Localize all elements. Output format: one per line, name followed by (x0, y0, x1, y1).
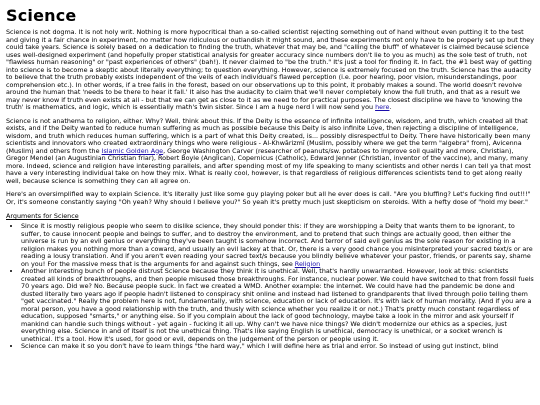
list-item-text: Science can make it so you don't have to learn things "the hard way," which I will define here as trial and error. So instead of using gut instinct, blind (21, 342, 499, 350)
list-item (21, 268, 534, 343)
paragraph-text-rest: , George Washington Carver (researcher of peanuts/sw. potatoes to improve soil quality and more, Christian), Gregor Mendel (an Augustinian Christian friar), Robert Boyle (Anglican), Copernicus (Catholic), Edward Jenner (Christian, inventor of the vaccine), and many, many more. Indeed, science and religion have interesting parallels, and after spending most of my life speaking to many scientists and other nerds I can tell ya that most have a very interesting individual take on how they mix. What is really cool, however, is that regardless of religious differences scientists tend to get along really well, because science is something they can all agree on. (6, 146, 531, 185)
here-link[interactable]: here (375, 103, 390, 111)
list-item-text: Since it is mostly religious people who seem to dislike science, they should ponder this: if they are worshipping a Deity that wants them to be ignorant, to suffer, to cause innocent people and beings to suffer, and to destroy the environment, and to pretend that such things are actually good, then either the universe is run by an evil genius or everything they've been taught is somehow incorrect. And terror of said evil genius as the sole reason for existing in a religion makes you nothing more than a coward, and usually an evil lackey at that. Or, there is a very good chance you misinterpreted your sacred text/s or are reading a lousy translation. And if you aren't even reading your sacred text/s because you blindly believe whatever your pastor, friends, or parents say, shame on you! For the massive mess that is the arguments for and against such things, see (21, 222, 533, 268)
paragraph-text: Science is not dogma. It is not holy writ. Nothing is more hypocritical than a so-called scientist rejecting something out of hand without even putting it to the test and giving it a fair chance in experiment, no matter how ridiculous or outlandish it might sound, and these experiments not only have to be properly set up but they could take years. Science is solely based on a dedication to finding the truth, whatever that may be, and "calling the bluff" of whatever is claimed because science uses well-designed experiment (and hopefully proper statistical analysis for greater accuracy since numbers don't lie to you as much) as the sole test of truth, not "flawless human reasoning" or "past experiences of others" (bah!). It never claimed to "be the truth." It's just a tool for finding it. In fact, the #1 best way of getting into science is to become a skeptic about literally everything; to question everything. However, science is extremely focused on the truth. Science has the audacity to believe that the truth probably exists independent of the veils of each individual's flawed perception (i.e. poor hearing, poor vision, misunderstandings, poor comprehension etc.). In other words, if a tree falls in the forest, based on our observations up to this point, it probably makes a sound. The world doesn't revolve around the human that 'needs to be there to hear it fall.' It also has the audacity to claim that we'll never completely know the full truth, and that as a result we may never know if truth even exists at all - but that we can get as close to it as we need to for practical purposes. The closest discipline we have to 'knowing the truth' is mathematics, and logic, which is essentially math's twin sister. Since I am a huge nerd I will now send you (6, 28, 534, 111)
arguments-heading: Arguments for Science (6, 212, 79, 220)
page-title: Science (6, 6, 77, 25)
list-item (21, 223, 534, 268)
paragraph-oversimplified: Here's an oversimplified way to explain Science. It's literally just like some guy playing poker but all he ever does is call. "Are you bluffing? Let's fucking find out!!!" Or, it's someone constantly saying "Oh yeah? Why should I believe you?" So yeah it's pretty much just skepticism on steroids. With a hefty dose of "hold my beer." (6, 190, 531, 206)
paragraph-science-definition (6, 29, 534, 112)
paragraph-end: . (389, 103, 392, 111)
religion-link[interactable]: Religion (294, 259, 321, 268)
list-item (21, 343, 534, 351)
paragraph-science-religion (6, 118, 534, 186)
arguments-list (6, 223, 534, 351)
paragraph-text: Science is not anathema to religion, either. Why? Well, think about this. If the Deity is the essence of infinite intelligence, wisdom, and truth, which created all that exists, and if the Deity wanted to reduce human suffering as much as possible because this Deity is also infinite Love, then rejecting a discipline of intelligence, wisdom, and truth which reduces human suffering, which is a part of what this Deity created, is... possibly disrespectful to Deity. There have historically been many scientists and innovators who created extraordinary things who were religious - Al-Khwārizmī (Muslim, possibly where we get the term "algebra" from), Avicenna (Muslim) and others from the (6, 116, 531, 155)
list-item-text: Another interesting bunch of people distrust Science because they think it is unethical. Well, that's hardly unwarranted. However, look at this: scientists created all kinds of breakthroughs, and then people misused those breakthroughs. For instance, nuclear power. We could have switched to that from fossil fuels 70 years ago. Did we? No. Because people suck. In fact we created a WMD. Another example: the internet. We could have had the pandemic be done and dusted literally two years ago if people hadn't listened to conspiracy shit online and instead had listened to grandparents that lived through polio telling them "get vaccinated." Really the problem here is not, fundamentally, with science, education or lack of education. It's with lack of human morality. (And if you are a moral person, you have a good relationship with the truth, and thusly with science whether you realize it or not.) That's pretty much constant regardless of education, supposed "smarts," or anything else. So if you complain about the lack of good technology, maybe take a look in the mirror and ask yourself if mankind can handle such things without - yet again - fucking it all up. Why can't we have nice things? We didn't modernize our ethics as a species, just everything else. Science in and of itself is not the unethical thing. That's like saying English is unethical, democracy is unethical, or a socket wrench is unethical. It's a tool. How it's used, for good or evil, depends on the judgement of the person or people using it. (21, 267, 534, 343)
islamic-golden-age-link[interactable]: Islamic Golden Age (101, 146, 164, 155)
